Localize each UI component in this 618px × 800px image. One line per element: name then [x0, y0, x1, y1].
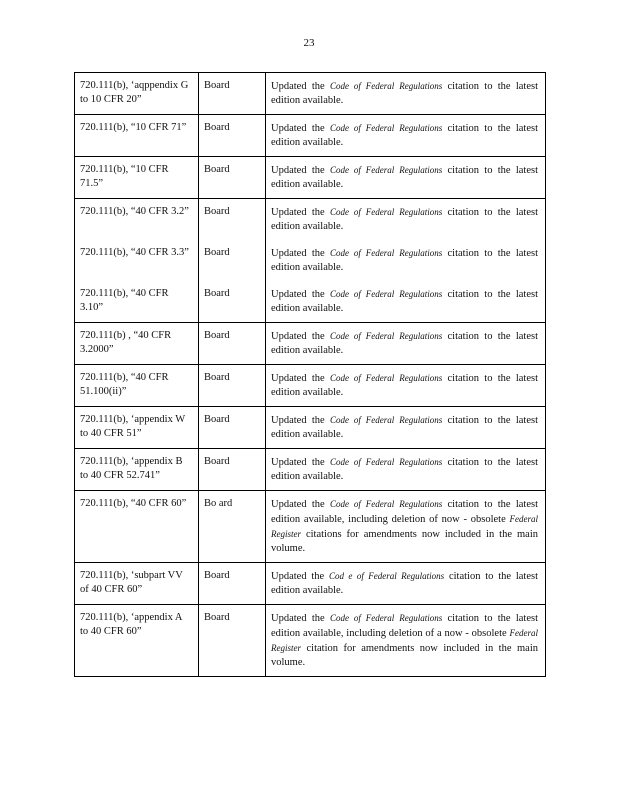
- authority-cell: [199, 281, 266, 323]
- table-row: [75, 199, 546, 241]
- description-lead: Updated the: [271, 373, 325, 384]
- description-lead: Updated the: [271, 248, 325, 259]
- description-text: citation to the latest edition available, including deletion of now - obsolete: [271, 499, 539, 525]
- cfr-title: Code of Federal Regulations: [329, 499, 443, 509]
- description-text: citation to the latest edition available.: [271, 123, 539, 148]
- description-lead: Updated the: [271, 613, 325, 624]
- table-row: [75, 73, 546, 115]
- section-citation: 720.111(b), “10 CFR 71.5”: [80, 164, 169, 189]
- description-cell: [266, 605, 546, 677]
- authority-label: Board: [204, 164, 230, 175]
- description-cell: [266, 73, 546, 115]
- table-row: [75, 491, 546, 563]
- description-cell: [266, 365, 546, 407]
- table-row: [75, 281, 546, 323]
- cfr-title: Code of Federal Regulations: [329, 165, 443, 175]
- section-cell: [75, 157, 199, 199]
- federal-register-title: Federal Register: [271, 514, 539, 539]
- authority-cell: [199, 563, 266, 605]
- description-lead: Updated the: [271, 457, 325, 468]
- description-cell: [266, 115, 546, 157]
- section-cell: [75, 365, 199, 407]
- description-text: citation to the latest edition available.: [271, 457, 539, 482]
- authority-label: Board: [204, 330, 230, 341]
- authority-label: Board: [204, 247, 230, 258]
- cfr-title: Code of Federal Regulations: [329, 331, 443, 341]
- table-row: [75, 407, 546, 449]
- cfr-title: Code of Federal Regulations: [329, 289, 443, 299]
- description-text: citation to the latest edition available.: [271, 248, 539, 273]
- federal-register-title: Federal Register: [271, 628, 538, 653]
- description-lead: Updated the: [271, 81, 325, 92]
- amendments-table-body: [75, 73, 546, 677]
- authority-cell: [199, 157, 266, 199]
- section-citation: 720.111(b), ‘appendix B to 40 CFR 52.741”: [80, 456, 183, 481]
- description-lead: Updated the: [271, 123, 325, 134]
- authority-cell: [199, 73, 266, 115]
- authority-label: Board: [204, 570, 230, 581]
- description-cell: [266, 407, 546, 449]
- section-citation: 720.111(b), “40 CFR 51.100(ii)”: [80, 372, 169, 397]
- section-citation: 720.111(b), ‘appendix A to 40 CFR 60”: [80, 612, 182, 637]
- cfr-title: Code of Federal Regulations: [329, 207, 443, 217]
- authority-label: Board: [204, 372, 230, 383]
- description-cell: [266, 281, 546, 323]
- table-row: [75, 563, 546, 605]
- description-text: citation to the latest edition available.: [271, 373, 539, 398]
- description-text: citation to the latest edition available.: [271, 289, 539, 314]
- description-text: citation to the latest edition available, including deletion of a now - obsolete: [271, 613, 539, 639]
- section-cell: [75, 323, 199, 365]
- description-cell: [266, 323, 546, 365]
- section-cell: [75, 115, 199, 157]
- description-cell: [266, 563, 546, 605]
- description-lead: Updated the: [271, 499, 325, 510]
- section-citation: 720.111(b), “40 CFR 60”: [80, 498, 187, 509]
- section-citation: 720.111(b), “40 CFR 3.3”: [80, 247, 189, 258]
- cfr-title: Cod e of Federal Regulations: [329, 571, 445, 581]
- description-lead: Updated the: [271, 165, 325, 176]
- description-text: citation to the latest edition available.: [271, 571, 538, 596]
- authority-label: Board: [204, 122, 230, 133]
- cfr-title: Code of Federal Regulations: [329, 123, 443, 133]
- authority-label: Board: [204, 206, 230, 217]
- section-citation: 720.111(b), “10 CFR 71”: [80, 122, 187, 133]
- authority-cell: [199, 365, 266, 407]
- table-row: [75, 115, 546, 157]
- authority-cell: [199, 323, 266, 365]
- table-row: [75, 157, 546, 199]
- table-row: [75, 449, 546, 491]
- description-lead: Updated the: [271, 289, 325, 300]
- section-cell: [75, 281, 199, 323]
- section-cell: [75, 449, 199, 491]
- description-lead: Updated the: [271, 331, 325, 342]
- authority-label: Board: [204, 414, 230, 425]
- section-citation: 720.111(b), ‘appendix W to 40 CFR 51”: [80, 414, 185, 439]
- description-cell: [266, 157, 546, 199]
- authority-label: Board: [204, 456, 230, 467]
- authority-cell: [199, 407, 266, 449]
- table-row: [75, 605, 546, 677]
- description-text: citation to the latest edition available.: [271, 331, 539, 356]
- cfr-title: Code of Federal Regulations: [329, 415, 443, 425]
- section-cell: [75, 199, 199, 241]
- cfr-title: Code of Federal Regulations: [329, 81, 443, 91]
- section-cell: [75, 240, 199, 281]
- amendments-table: [74, 72, 546, 677]
- authority-cell: [199, 491, 266, 563]
- description-cell: [266, 491, 546, 563]
- page-number: 23: [303, 37, 315, 49]
- authority-cell: [199, 240, 266, 281]
- cfr-title: Code of Federal Regulations: [329, 248, 443, 258]
- description-tail: citation for amendments now included in the main volume.: [271, 643, 539, 668]
- description-text: citation to the latest edition available.: [271, 165, 539, 190]
- description-lead: Updated the: [271, 571, 325, 582]
- description-cell: [266, 449, 546, 491]
- authority-label: Board: [204, 612, 230, 623]
- description-text: citation to the latest edition available.: [271, 81, 539, 106]
- section-cell: [75, 605, 199, 677]
- section-cell: [75, 73, 199, 115]
- description-text: citation to the latest edition available.: [271, 207, 539, 232]
- table-row: [75, 240, 546, 281]
- section-cell: [75, 407, 199, 449]
- description-cell: [266, 199, 546, 241]
- section-cell: [75, 491, 199, 563]
- table-row: [75, 365, 546, 407]
- authority-label: Board: [204, 288, 230, 299]
- table-row: [75, 323, 546, 365]
- description-lead: Updated the: [271, 415, 325, 426]
- section-cell: [75, 563, 199, 605]
- authority-cell: [199, 115, 266, 157]
- cfr-title: Code of Federal Regulations: [329, 613, 443, 623]
- authority-label: Board: [204, 80, 230, 91]
- description-cell: [266, 240, 546, 281]
- authority-label: Bo ard: [204, 498, 233, 509]
- section-citation: 720.111(b), “40 CFR 3.10”: [80, 288, 169, 313]
- cfr-title: Code of Federal Regulations: [329, 457, 443, 467]
- section-citation: 720.111(b), ‘subpart VV of 40 CFR 60”: [80, 570, 183, 595]
- authority-cell: [199, 449, 266, 491]
- authority-cell: [199, 605, 266, 677]
- section-citation: 720.111(b), “40 CFR 3.2”: [80, 206, 189, 217]
- description-tail: citations for amendments now included in the main volume.: [271, 529, 538, 554]
- cfr-title: Code of Federal Regulations: [329, 373, 443, 383]
- section-citation: 720.111(b) , “40 CFR 3.2000”: [80, 330, 172, 355]
- description-lead: Updated the: [271, 207, 325, 218]
- description-text: citation to the latest edition available.: [271, 415, 539, 440]
- section-citation: 720.111(b), ‘aqppendix G to 10 CFR 20”: [80, 80, 189, 105]
- authority-cell: [199, 199, 266, 241]
